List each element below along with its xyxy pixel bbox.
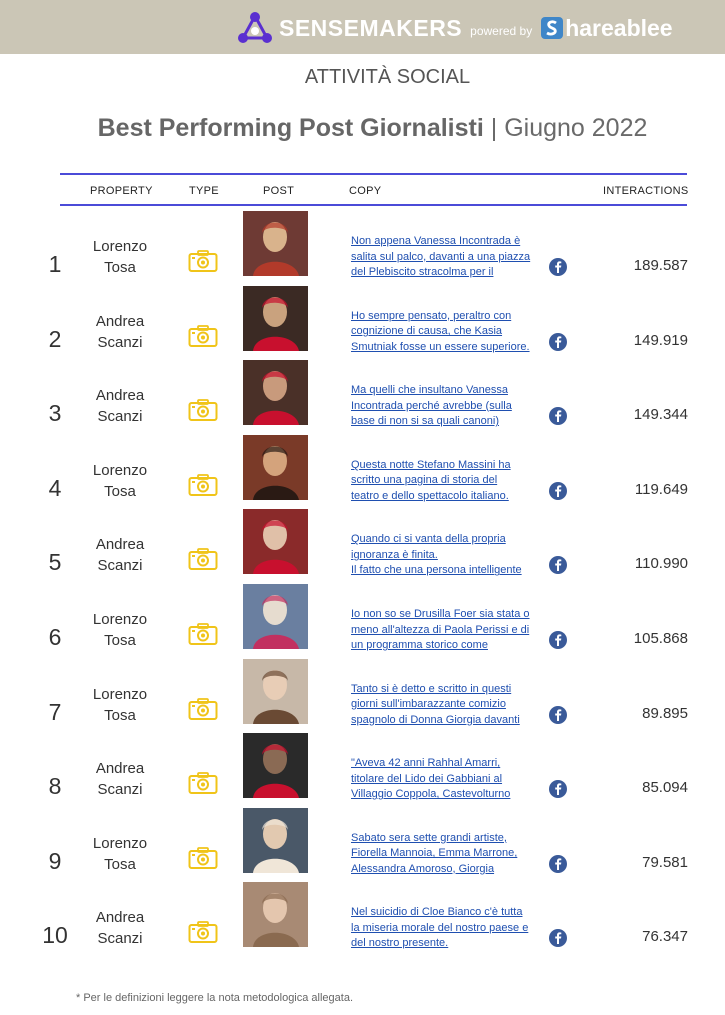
post-thumbnail[interactable]	[243, 211, 308, 276]
camera-icon	[188, 771, 218, 795]
rank-number: 10	[42, 922, 68, 949]
property-last-name: Scanzi	[97, 557, 143, 575]
post-thumbnail[interactable]	[243, 733, 308, 798]
post-copy-line: la miseria morale del nostro paese e	[351, 921, 529, 934]
property-name	[80, 460, 160, 502]
post-copy-line: Incontrada perché avrebbe (sulla	[351, 399, 512, 412]
column-header-property: PROPERTY	[90, 185, 153, 197]
table-row	[0, 584, 725, 659]
post-copy-line: Quando ci si vanta della propria	[351, 533, 506, 546]
table-row	[0, 509, 725, 584]
header-top-rule	[60, 173, 687, 175]
camera-icon	[188, 249, 218, 273]
camera-icon	[188, 697, 218, 721]
brand-name: SENSEMAKERS	[279, 14, 463, 41]
top-banner	[0, 0, 725, 54]
post-copy-link[interactable]	[351, 607, 543, 654]
post-copy-line: ignoranza è finita.	[351, 548, 438, 561]
rank-number: 2	[48, 325, 62, 352]
rank-number: 5	[48, 549, 62, 576]
post-copy-line: Villaggio Coppola, Castevolturno	[351, 788, 511, 801]
facebook-icon[interactable]	[549, 929, 567, 947]
camera-icon	[188, 473, 218, 497]
facebook-icon[interactable]	[549, 258, 567, 276]
footnote: * Per le definizioni leggere la nota metodologica allegata.	[76, 992, 354, 1004]
property-last-name: Tosa	[104, 482, 136, 500]
property-last-name: Tosa	[104, 855, 136, 873]
post-copy-line: Non appena Vanessa Incontrada è	[351, 235, 521, 247]
property-first-name: Lorenzo	[92, 834, 148, 852]
table-row	[0, 286, 725, 361]
camera-icon	[188, 920, 218, 944]
property-last-name: Scanzi	[97, 408, 143, 426]
post-copy-line: Nel suicidio di Cloe Bianco c'è tutta	[351, 906, 523, 919]
facebook-icon[interactable]	[549, 556, 567, 574]
camera-icon	[188, 398, 218, 422]
table-row	[0, 435, 725, 510]
post-copy-link[interactable]	[351, 234, 543, 281]
title-period: Giugno 2022	[504, 114, 648, 142]
property-first-name: Andrea	[95, 760, 145, 778]
camera-icon	[188, 622, 218, 646]
interactions-value: 149.919	[633, 331, 688, 349]
interactions-value: 85.094	[642, 779, 688, 797]
interactions-value: 110.990	[634, 555, 688, 573]
table-row	[0, 211, 725, 286]
post-copy-link[interactable]	[351, 756, 543, 803]
column-header-post: POST	[263, 185, 295, 197]
property-first-name: Andrea	[95, 909, 145, 927]
post-copy-link[interactable]	[351, 383, 543, 430]
interactions-value: 76.347	[642, 928, 688, 946]
post-copy-link[interactable]	[351, 905, 543, 952]
post-thumbnail[interactable]	[243, 286, 308, 351]
property-first-name: Andrea	[95, 387, 145, 405]
post-copy-line: "Aveva 42 anni Rahhal Amarri,	[351, 757, 501, 770]
post-thumbnail[interactable]	[243, 808, 308, 873]
brand-lockup	[237, 10, 673, 46]
sensemakers-logo-icon	[237, 10, 273, 46]
post-copy-link[interactable]	[351, 309, 543, 356]
property-first-name: Lorenzo	[92, 461, 148, 479]
post-copy-line: Questa notte Stefano Massini ha	[351, 458, 511, 471]
property-last-name: Tosa	[104, 706, 136, 724]
property-last-name: Tosa	[104, 259, 136, 276]
property-name	[80, 684, 160, 726]
camera-icon	[188, 846, 218, 870]
property-name	[80, 833, 160, 875]
property-name	[80, 385, 160, 427]
property-name	[80, 907, 160, 949]
facebook-icon[interactable]	[549, 482, 567, 500]
rank-number: 1	[48, 251, 62, 277]
column-header-type: TYPE	[189, 185, 219, 197]
property-last-name: Scanzi	[97, 781, 143, 799]
post-copy-line: Io non so se Drusilla Foer sia stata o	[351, 608, 530, 620]
property-name	[80, 758, 160, 800]
powered-by-label: powered by	[470, 24, 533, 38]
post-copy-line: Ho sempre pensato, peraltro con	[351, 309, 512, 322]
interactions-value: 189.587	[633, 257, 688, 274]
rank-number: 8	[48, 773, 62, 800]
post-copy-line: Alessandra Amoroso, Giorgia	[351, 862, 495, 875]
post-copy-line: salita sul palco, davanti a una piazza	[351, 250, 531, 263]
interactions-value: 79.581	[642, 853, 688, 871]
interactions-value: 105.868	[633, 630, 688, 647]
post-copy-link[interactable]	[351, 458, 543, 505]
post-copy-line: cognizione di causa, che Kasia	[351, 325, 503, 338]
table-row	[0, 360, 725, 435]
post-copy-line: base di non si sa quali canoni)	[351, 415, 499, 428]
post-copy-line: del Plebiscito stracolma per il	[351, 266, 494, 278]
camera-icon	[188, 324, 218, 348]
table-row	[0, 808, 725, 883]
facebook-icon[interactable]	[549, 706, 567, 724]
post-copy-line: meno all'altezza di Paola Perissi e di	[351, 623, 530, 636]
property-last-name: Tosa	[104, 632, 136, 649]
post-thumbnail[interactable]	[243, 509, 308, 574]
interactions-value: 149.344	[633, 406, 688, 424]
post-thumbnail[interactable]	[243, 360, 308, 425]
post-copy-line: Ma quelli che insultano Vanessa	[351, 384, 508, 397]
shareablee-logo-icon	[540, 16, 564, 40]
interactions-value: 89.895	[642, 704, 688, 722]
post-copy-line: Il fatto che una persona intelligente	[351, 564, 522, 577]
facebook-icon[interactable]	[549, 407, 567, 425]
facebook-icon[interactable]	[549, 855, 567, 873]
facebook-icon[interactable]	[549, 333, 567, 351]
post-copy-line: titolare del Lido dei Gabbiani al	[351, 772, 503, 785]
table-row	[0, 733, 725, 808]
title-main: Best Performing Post Giornalisti	[97, 114, 484, 142]
post-copy-line: Fiorella Mannoia, Emma Marrone,	[351, 847, 518, 860]
post-copy-line: Sabato sera sette grandi artiste,	[351, 831, 507, 844]
property-last-name: Scanzi	[97, 333, 143, 351]
post-copy-line: Smutniak fosse un essere superiore.	[351, 340, 530, 353]
post-copy-link[interactable]	[351, 831, 543, 878]
property-last-name: Scanzi	[97, 930, 143, 948]
post-copy-line: teatro e dello spettacolo italiano.	[351, 489, 509, 502]
post-thumbnail[interactable]	[243, 659, 308, 724]
column-header-copy: COPY	[349, 185, 382, 197]
property-name	[80, 311, 160, 353]
property-name	[80, 236, 160, 278]
title-separator: |	[490, 114, 498, 142]
rank-number: 7	[48, 698, 62, 725]
table-row	[0, 659, 725, 734]
table-row	[0, 882, 725, 957]
property-first-name: Andrea	[95, 536, 145, 554]
post-copy-line: spagnolo di Donna Giorgia davanti	[351, 713, 520, 726]
post-copy-line: un programma storico come	[351, 639, 488, 651]
post-thumbnail[interactable]	[243, 435, 308, 500]
post-copy-line: Tanto si è detto e scritto in questi	[351, 682, 512, 695]
section-title: ATTIVITÀ SOCIAL	[304, 66, 471, 88]
property-first-name: Lorenzo	[92, 238, 148, 255]
rank-number: 6	[48, 624, 62, 650]
post-copy-link[interactable]	[351, 532, 543, 579]
post-copy-line: scritto una pagina di storia del	[351, 474, 498, 487]
camera-icon	[188, 547, 218, 571]
rank-number: 9	[48, 847, 62, 874]
post-copy-link[interactable]	[351, 682, 543, 729]
property-name	[80, 534, 160, 576]
header-bottom-rule	[60, 204, 687, 206]
property-name	[80, 609, 160, 651]
interactions-value: 119.649	[634, 480, 688, 498]
partner-name: hareablee	[565, 14, 673, 41]
post-thumbnail[interactable]	[243, 882, 308, 947]
property-first-name: Lorenzo	[92, 611, 148, 628]
facebook-icon[interactable]	[549, 631, 567, 649]
property-first-name: Andrea	[95, 312, 145, 330]
rank-number: 4	[48, 474, 62, 501]
post-copy-line: giorni sull'imbarazzante comizio	[351, 698, 506, 711]
facebook-icon[interactable]	[549, 780, 567, 798]
column-header-interactions: INTERACTIONS	[603, 185, 689, 197]
property-first-name: Lorenzo	[92, 685, 148, 703]
post-thumbnail[interactable]	[243, 584, 308, 649]
post-copy-line: del nostro presente.	[351, 937, 449, 950]
page-title	[0, 114, 725, 143]
rank-number: 3	[48, 400, 62, 427]
